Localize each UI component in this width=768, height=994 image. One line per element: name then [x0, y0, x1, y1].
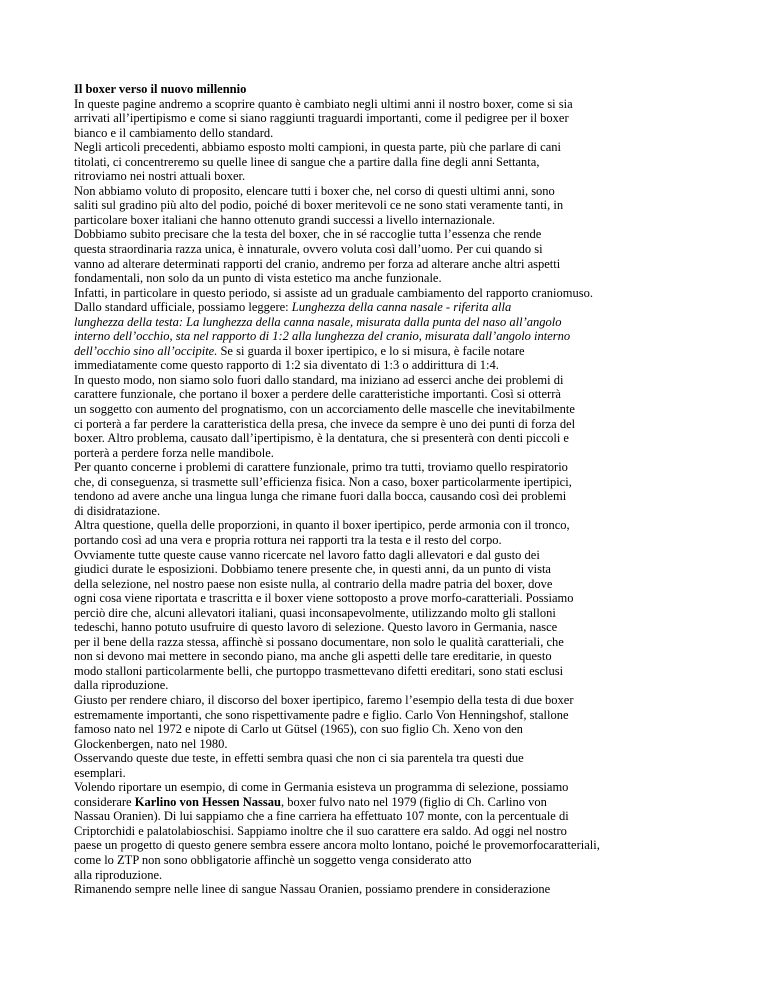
- text-line: [74, 227, 714, 242]
- text-run: Dobbiamo subito precisare che la testa del boxer, che in sé raccoglie tutta l’essenza che rende: [74, 227, 542, 242]
- text-line: [74, 242, 714, 257]
- text-run: bianco e il cambiamento dello standard.: [74, 125, 274, 140]
- text-run: alla riproduzione.: [74, 867, 163, 882]
- bold-text: Karlino von Hessen Nassau: [134, 794, 281, 809]
- text-run: boxer. Altro problema, causato dall’ipertipismo, è la dentatura, che si presenterà con denti piccoli e: [74, 431, 569, 446]
- text-line: [74, 766, 714, 781]
- text-line: [74, 533, 714, 548]
- document-text: [74, 97, 714, 897]
- text-line: [74, 722, 714, 737]
- text-line: [74, 257, 714, 272]
- text-line: [74, 693, 714, 708]
- text-run: vanno ad alterare determinati rapporti del cranio, andremo per forza ad alterare anche altri aspetti: [74, 256, 561, 271]
- text-run: per il bene della razza stessa, affinchè si possano documentare, non solo le qualità caratteriali, che: [74, 634, 564, 649]
- text-run: Criptorchidi e palatolabioschisi. Sappiamo inoltre che il suo carattere era saldo. Ad oggi nel nostro: [74, 823, 567, 838]
- text-run: paese un progetto di questo genere sembra essere ancora molto lontano, poiché le provemorfocaratteriali,: [74, 838, 600, 853]
- text-run: Giusto per rendere chiaro, il discorso del boxer ipertipico, faremo l’esempio della testa di due boxer: [74, 692, 574, 707]
- text-line: [74, 548, 714, 563]
- text-run: Se si guarda il boxer ipertipico, e lo si misura, è facile notare: [217, 343, 525, 358]
- text-line: [74, 387, 714, 402]
- text-run: Infatti, in particolare in questo periodo, si assiste ad un graduale cambiamento del rapporto craniomuso.: [74, 285, 593, 300]
- text-run: di disidratazione.: [74, 503, 161, 518]
- text-line: [74, 737, 714, 752]
- text-run: Glockenbergen, nato nel 1980.: [74, 736, 228, 751]
- text-line: [74, 271, 714, 286]
- text-run: giudici durate le esposizioni. Dobbiamo tenere presente che, in questi anni, da un punto di vista: [74, 562, 551, 577]
- text-run: Dallo standard ufficiale, possiamo leggere:: [74, 300, 292, 315]
- text-line: [74, 577, 714, 592]
- text-line: [74, 344, 714, 359]
- text-line: [74, 708, 714, 723]
- text-line: [74, 882, 714, 897]
- text-line: [74, 635, 714, 650]
- text-line: [74, 795, 714, 810]
- text-run: tendono ad avere anche una lingua lunga che rimane fuori dalla bocca, causando così dei problemi: [74, 489, 567, 504]
- text-line: [74, 358, 714, 373]
- text-line: [74, 315, 714, 330]
- text-run: un soggetto con aumento del prognatismo, con un accorciamento delle mascelle che inevitabilmente: [74, 402, 575, 417]
- text-line: [74, 838, 714, 853]
- text-run: , boxer fulvo nato nel 1979 (figlio di Ch. Carlino von: [280, 794, 547, 809]
- text-line: [74, 198, 714, 213]
- text-line: [74, 591, 714, 606]
- text-run: perciò dire che, alcuni allevatori italiani, quasi inconsapevolmente, utilizzando molto gli stalloni: [74, 605, 556, 620]
- text-run: carattere funzionale, che portano il boxer a perdere delle caratteristiche importanti. Così si otterrà: [74, 387, 561, 402]
- document-title: Il boxer verso il nuovo millennio: [74, 82, 247, 96]
- text-line: [74, 155, 714, 170]
- text-run: In queste pagine andremo a scoprire quanto è cambiato negli ultimi anni il nostro boxer, come si sia: [74, 96, 573, 111]
- italic-text: lunghezza della testa: La lunghezza della canna nasale, misurata dalla punta del naso all’angolo: [74, 314, 562, 329]
- text-run: della selezione, nel nostro paese non esiste nulla, al contrario della madre patria del boxer, dove: [74, 576, 553, 591]
- text-line: [74, 824, 714, 839]
- text-run: ritroviamo nei nostri attuali boxer.: [74, 169, 246, 184]
- text-run: ci porterà a far perdere la caratteristica della presa, che invece da sempre è uno dei punti di forza del: [74, 416, 576, 431]
- text-line: [74, 809, 714, 824]
- text-run: portando così ad una vera e propria rottura nei rapporti tra la testa e il resto del corpo.: [74, 532, 502, 547]
- text-run: In questo modo, non siamo solo fuori dallo standard, ma iniziano ad esserci anche dei problemi di: [74, 372, 564, 387]
- text-line: [74, 518, 714, 533]
- text-run: non si devono mai mettere in secondo piano, ma anche gli aspetti delle tare ereditarie, in questo: [74, 649, 552, 664]
- italic-text: Lunghezza della canna nasale - riferita alla: [291, 300, 512, 315]
- text-line: [74, 402, 714, 417]
- text-run: titolati, ci concentreremo su quelle linee di sangue che a partire dalla fine degli anni Settanta,: [74, 154, 540, 169]
- text-line: [74, 504, 714, 519]
- italic-text: interno dell’occhio, sta nel rapporto di 1:2 alla lunghezza del cranio, misurata dall’angolo interno: [74, 329, 571, 344]
- text-run: immediatamente come questo rapporto di 1:2 sia diventato di 1:3 o addirittura di 1:4.: [74, 358, 499, 373]
- text-run: Per quanto concerne i problemi di carattere funzionale, primo tra tutti, troviamo quello respiratorio: [74, 460, 568, 475]
- text-run: Altra questione, quella delle proporzioni, in quanto il boxer ipertipico, perde armonia con il tronco,: [74, 518, 570, 533]
- text-run: Volendo riportare un esempio, di come in Germania esisteva un programma di selezione, possiamo: [74, 780, 569, 795]
- text-line: [74, 300, 714, 315]
- text-line: [74, 417, 714, 432]
- text-line: [74, 373, 714, 388]
- text-line: [74, 664, 714, 679]
- text-line: [74, 649, 714, 664]
- text-run: modo stalloni particolarmente belli, che purtoppo trasmettevano difetti ereditari, sono stati esclusi: [74, 663, 564, 678]
- text-run: famoso nato nel 1972 e nipote di Carlo ut Gütsel (1965), con suo figlio Ch. Xeno von den: [74, 722, 523, 737]
- text-line: [74, 780, 714, 795]
- text-line: [74, 111, 714, 126]
- text-line: [74, 620, 714, 635]
- text-run: Non abbiamo voluto di proposito, elencare tutti i boxer che, nel corso di questi ultimi anni, sono: [74, 183, 555, 198]
- text-run: tedeschi, hanno potuto usufruire di questo lavoro di selezione. Questo lavoro in Germania, nasce: [74, 620, 558, 635]
- text-run: Ovviamente tutte queste cause vanno ricercate nel lavoro fatto dagli allevatori e dal gusto dei: [74, 547, 540, 562]
- text-run: estremamente importanti, che sono rispettivamente padre e figlio. Carlo Von Henningshof, stallone: [74, 707, 569, 722]
- text-line: [74, 286, 714, 301]
- text-line: [74, 446, 714, 461]
- text-line: [74, 97, 714, 112]
- text-line: [74, 853, 714, 868]
- text-line: [74, 140, 714, 155]
- text-line: [74, 489, 714, 504]
- text-run: arrivati all’ipertipismo e come si siano raggiunti traguardi importanti, come il pedigree per il boxer: [74, 111, 569, 126]
- text-line: [74, 868, 714, 883]
- text-run: Negli articoli precedenti, abbiamo esposto molti campioni, in questa parte, più che parlare di cani: [74, 140, 561, 155]
- text-line: [74, 475, 714, 490]
- text-run: fondamentali, non solo da un punto di vista estetico ma anche funzionale.: [74, 271, 442, 286]
- text-line: [74, 184, 714, 199]
- text-line: [74, 606, 714, 621]
- text-run: porterà a perdere forza nelle mandibole.: [74, 445, 274, 460]
- text-run: considerare: [74, 794, 135, 809]
- text-line: [74, 169, 714, 184]
- text-line: [74, 678, 714, 693]
- text-run: esemplari.: [74, 765, 126, 780]
- text-run: come lo ZTP non sono obbligatorie affinchè un soggetto venga considerato atto: [74, 852, 472, 867]
- text-run: dalla riproduzione.: [74, 678, 169, 693]
- text-line: [74, 431, 714, 446]
- text-run: saliti sul gradino più alto del podio, poiché di boxer meritevoli ce ne sono stati veramente tanti, in: [74, 198, 564, 213]
- document-body: [74, 82, 714, 897]
- text-run: Rimanendo sempre nelle linee di sangue Nassau Oranien, possiamo prendere in considerazione: [74, 882, 551, 897]
- text-run: questa straordinaria razza unica, è innaturale, ovvero voluta così dall’uomo. Per cui quando si: [74, 242, 543, 257]
- text-line: [74, 751, 714, 766]
- text-line: [74, 213, 714, 228]
- text-line: [74, 460, 714, 475]
- text-run: particolare boxer italiani che hanno ottenuto grandi successi a livello internazionale.: [74, 212, 496, 227]
- italic-text: dell’occhio sino all’occipite.: [74, 343, 218, 358]
- text-line: [74, 126, 714, 141]
- text-line: [74, 329, 714, 344]
- text-run: ogni cosa viene riportata e trascritta e il boxer viene sottoposto a prove morfo-caratteriali. Possiamo: [74, 591, 574, 606]
- text-run: Nassau Oranien). Di lui sappiamo che a fine carriera ha effettuato 107 monte, con la percentuale di: [74, 809, 569, 824]
- text-run: Osservando queste due teste, in effetti sembra quasi che non ci sia parentela tra questi due: [74, 751, 524, 766]
- text-line: [74, 562, 714, 577]
- text-run: che, di conseguenza, si trasmette sull’efficienza fisica. Non a caso, boxer particolarmente ipertipici,: [74, 474, 572, 489]
